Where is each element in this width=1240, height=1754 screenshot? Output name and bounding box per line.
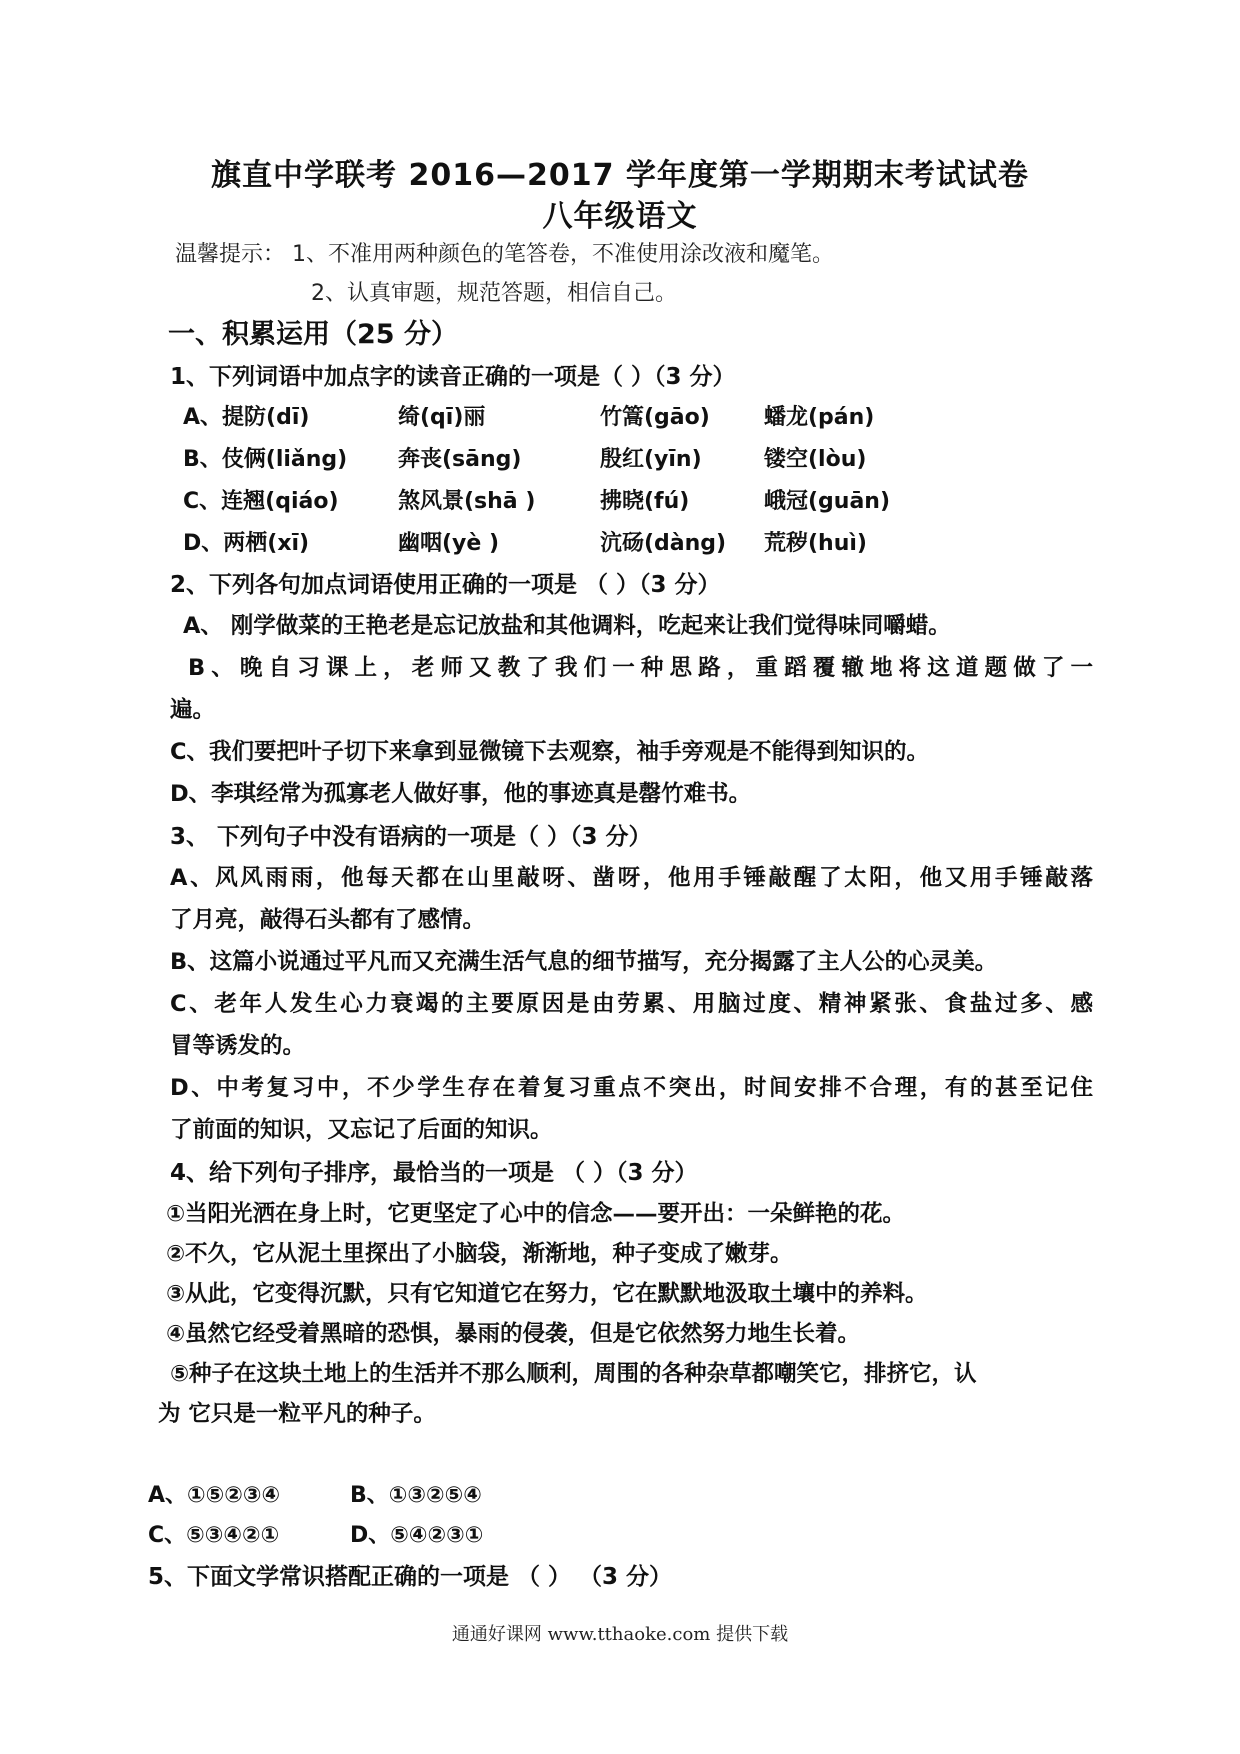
q2-option-b-line1: B、晚自习课上，老师又教了我们一种思路，重蹈覆辙地将这道题做了一 (188, 655, 1093, 681)
q1-option-a-1: A、提防(dī) (183, 405, 310, 430)
q3-option-b: B、这篇小说通过平凡而又充满生活气息的细节描写，充分揭露了主人公的心灵美。 (170, 949, 998, 975)
q1-option-d-3: 沆砀(dàng) (600, 531, 727, 556)
page-subtitle: 八年级语文 (542, 199, 698, 234)
q4-option-a: A、①⑤②③④ (148, 1483, 281, 1508)
q1-option-d-2: 幽咽(yè ) (398, 531, 500, 556)
page-footer: 通通好课网 www.tthaoke.com 提供下载 (451, 1624, 789, 1645)
q1-option-b-4: 镂空(lòu) (764, 447, 867, 472)
q4-option-b: B、①③②⑤④ (350, 1483, 482, 1508)
q1-option-d-4: 荒秽(huì) (764, 531, 867, 556)
q1-option-c-4: 峨冠(guān) (764, 489, 891, 514)
q4-option-c: C、⑤③④②① (148, 1523, 280, 1548)
q1-option-d-1: D、两栖(xī) (183, 531, 310, 556)
q2-option-d: D、李琪经常为孤寡老人做好事，他的事迹真是罄竹难书。 (170, 781, 752, 807)
q4-sentence-4: ④虽然它经受着黑暗的恐惧，暴雨的侵袭，但是它依然努力地生长着。 (166, 1321, 861, 1347)
q3-option-a-line1: A、风风雨雨，他每天都在山里敲呀、凿呀，他用手锤敲醒了太阳，他又用手锤敲落 (170, 865, 1093, 891)
tip-line-2: 2、认真审题，规范答题，相信自己。 (311, 281, 677, 306)
q4-option-d: D、⑤④②③① (350, 1523, 484, 1548)
question-1-stem: 1、下列词语中加点字的读音正确的一项是（ ）（3 分） (170, 364, 736, 390)
q3-option-a-line2: 了月亮，敲得石头都有了感情。 (170, 907, 486, 933)
q2-option-b-line2: 遍。 (170, 697, 216, 723)
q4-sentence-5-line2: 为 它只是一粒平凡的种子。 (158, 1401, 436, 1427)
q1-option-c-2: 煞风景(shā ) (398, 489, 536, 514)
q3-option-c-line2: 冒等诱发的。 (170, 1033, 306, 1059)
q1-option-a-2: 绮(qī)丽 (398, 405, 486, 430)
q1-option-c-3: 拂晓(fú) (600, 489, 690, 514)
q3-option-c-line1: C、老年人发生心力衰竭的主要原因是由劳累、用脑过度、精神紧张、食盐过多、感 (170, 991, 1093, 1017)
question-3-stem: 3、 下列句子中没有语病的一项是（ ）（3 分） (170, 824, 652, 850)
q2-option-a: A、 刚学做菜的王艳老是忘记放盐和其他调料，吃起来让我们觉得味同嚼蜡。 (183, 613, 951, 639)
question-4-stem: 4、给下列句子排序，最恰当的一项是 （ ）（3 分） (170, 1160, 698, 1186)
q4-sentence-2: ②不久，它从泥土里探出了小脑袋，渐渐地，种子变成了嫩芽。 (166, 1241, 793, 1267)
question-5-stem: 5、下面文学常识搭配正确的一项是 （ ） （3 分） (148, 1564, 673, 1590)
q3-option-d-line1: D、中考复习中，不少学生存在着复习重点不突出，时间安排不合理，有的甚至记住 (170, 1075, 1093, 1101)
q1-option-a-3: 竹篙(gāo) (600, 405, 710, 430)
q2-option-c: C、我们要把叶子切下来拿到显微镜下去观察，袖手旁观是不能得到知识的。 (170, 739, 930, 765)
tip-line-1: 温馨提示： 1、不准用两种颜色的笔答卷，不准使用涂改液和魔笔。 (175, 242, 834, 267)
q4-sentence-1: ①当阳光洒在身上时，它更坚定了心中的信念——要开出：一朵鲜艳的花。 (166, 1201, 906, 1227)
q1-option-b-1: B、伎俩(liǎng) (183, 447, 348, 472)
q1-option-c-1: C、连翘(qiáo) (183, 489, 339, 514)
q1-option-b-3: 殷红(yīn) (600, 447, 702, 472)
q4-sentence-5-line1: ⑤种子在这块土地上的生活并不那么顺利，周围的各种杂草都嘲笑它，排挤它，认 (170, 1361, 977, 1387)
q3-option-d-line2: 了前面的知识，又忘记了后面的知识。 (170, 1117, 553, 1143)
q1-option-b-2: 奔丧(sāng) (398, 447, 522, 472)
q4-sentence-3: ③从此，它变得沉默，只有它知道它在努力，它在默默地汲取土壤中的养料。 (166, 1281, 928, 1307)
q1-option-a-4: 蟠龙(pán) (764, 405, 875, 430)
question-2-stem: 2、下列各句加点词语使用正确的一项是 （ ）（3 分） (170, 572, 721, 598)
page-title: 旗直中学联考 2016—2017 学年度第一学期期末考试试卷 (211, 158, 1029, 193)
section-title: 一、积累运用（25 分） (168, 319, 458, 350)
